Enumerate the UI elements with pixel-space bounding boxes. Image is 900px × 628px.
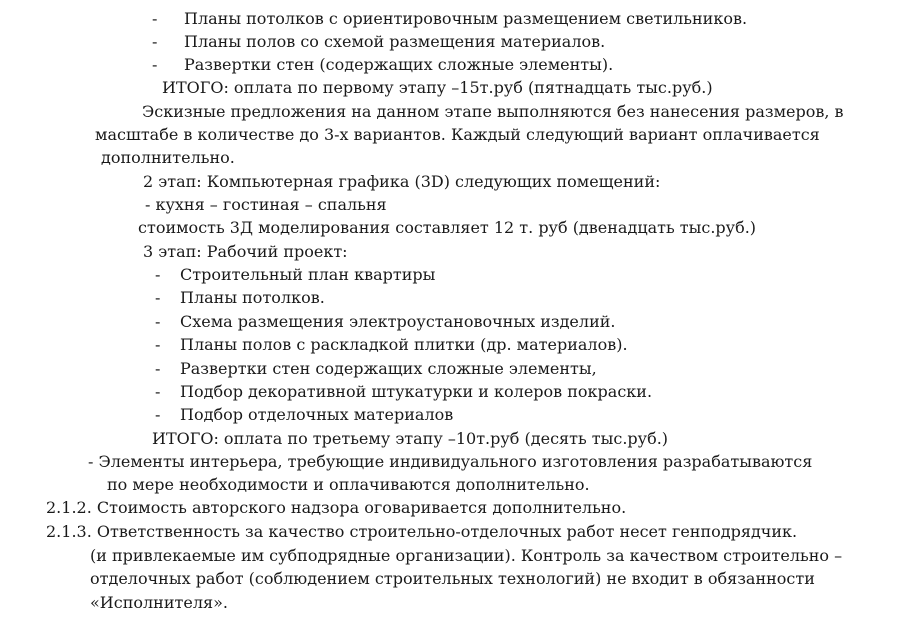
- stage2-cost: стоимость 3Д моделирования составляет 12 т. руб (двенадцать тыс.руб.): [138, 218, 757, 237]
- stage1-total: ИТОГО: оплата по первому этапу –15т.руб (пятнадцать тыс.руб.): [162, 78, 713, 97]
- list-item-ceiling-plans: Планы потолков.: [180, 288, 325, 307]
- stage2-rooms: - кухня – гостиная – спальня: [145, 195, 387, 214]
- clause-2-1-3-continuation: (и привлекаемые им субподрядные организации). Контроль за качеством строительно –: [90, 546, 843, 565]
- interior-note-line: - Элементы интерьера, требующие индивидуального изготовления разрабатываются: [88, 452, 813, 471]
- stage2-heading: 2 этап: Компьютерная графика (3D) следующих помещений:: [143, 172, 661, 191]
- list-dash: -: [155, 382, 161, 401]
- list-dash: -: [155, 265, 161, 284]
- stage1-note-line: дополнительно.: [101, 148, 235, 167]
- clause-2-1-2: 2.1.2. Стоимость авторского надзора оговаривается дополнительно.: [46, 498, 627, 517]
- clause-2-1-3-continuation: «Исполнителя».: [90, 593, 228, 612]
- list-item-floor-tile-plans: Планы полов с раскладкой плитки (др. материалов).: [180, 335, 628, 354]
- list-item-ceiling-plans: Планы потолков с ориентировочным размещением светильников.: [184, 9, 748, 28]
- stage1-note-line: масштабе в количестве до 3-х вариантов. Каждый следующий вариант оплачивается: [95, 125, 820, 144]
- list-dash: -: [155, 288, 161, 307]
- list-dash: -: [155, 405, 161, 424]
- list-item-plaster-colors: Подбор декоративной штукатурки и колеров покраски.: [180, 382, 653, 401]
- list-item-wall-elevations: Развертки стен содержащих сложные элементы,: [180, 359, 597, 378]
- list-dash: -: [155, 335, 161, 354]
- list-dash: -: [155, 359, 161, 378]
- list-item-electrical-layout: Схема размещения электроустановочных изделий.: [180, 312, 616, 331]
- stage3-heading: 3 этап: Рабочий проект:: [143, 242, 348, 261]
- stage1-note-line: Эскизные предложения на данном этапе выполняются без нанесения размеров, в: [142, 102, 844, 121]
- list-item-floor-plans: Планы полов со схемой размещения материалов.: [184, 32, 606, 51]
- list-item-finishing-materials: Подбор отделочных материалов: [180, 405, 454, 424]
- list-dash: -: [152, 55, 158, 74]
- stage3-total: ИТОГО: оплата по третьему этапу –10т.руб (десять тыс.руб.): [152, 429, 669, 448]
- clause-2-1-3: 2.1.3. Ответственность за качество строительно-отделочных работ несет генподрядчик.: [46, 522, 798, 541]
- list-dash: -: [152, 32, 158, 51]
- list-dash: -: [152, 9, 158, 28]
- interior-note-line: по мере необходимости и оплачиваются дополнительно.: [107, 475, 590, 494]
- list-item-building-plan: Строительный план квартиры: [180, 265, 436, 284]
- list-item-wall-elevations: Развертки стен (содержащих сложные элементы).: [184, 55, 614, 74]
- list-dash: -: [155, 312, 161, 331]
- clause-2-1-3-continuation: отделочных работ (соблюдением строительных технологий) не входит в обязанности: [90, 569, 815, 588]
